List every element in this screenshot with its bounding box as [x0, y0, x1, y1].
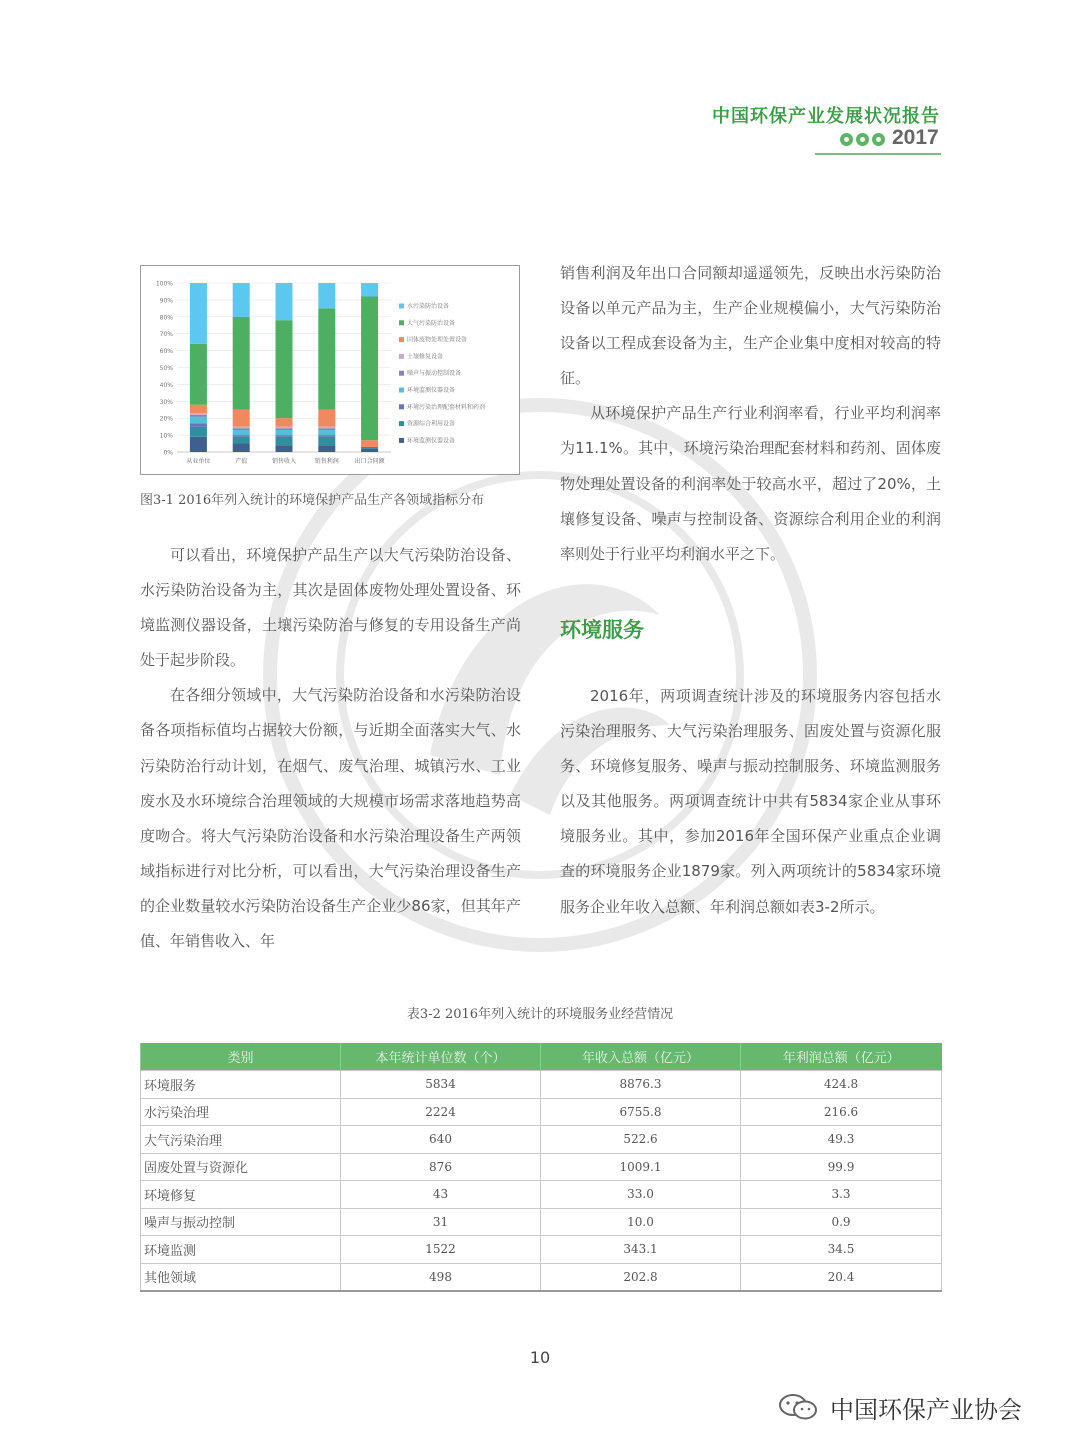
- table-row: [141, 1181, 942, 1209]
- figure-caption: 图3-1 2016年列入统计的环境保护产品生产各领域指标分布: [140, 493, 485, 508]
- legend-label: 大气污染防治设备: [407, 319, 456, 327]
- bar-segment: [361, 283, 378, 297]
- value-cell: 10.0: [541, 1208, 741, 1236]
- value-cell: 6755.8: [541, 1098, 741, 1126]
- bar-segment: [233, 444, 250, 452]
- legend-swatch: [399, 421, 404, 426]
- column-header: 本年统计单位数（个）: [341, 1043, 541, 1071]
- bar-segment: [318, 308, 335, 409]
- bar-segment: [276, 283, 293, 320]
- bar-segment: [190, 427, 207, 437]
- value-cell: 202.8: [541, 1263, 741, 1291]
- category-cell: 固废处置与资源化: [141, 1153, 341, 1181]
- bar-segment: [233, 410, 250, 427]
- value-cell: 31: [341, 1208, 541, 1236]
- legend-label: 资源综合利用设备: [407, 420, 456, 428]
- bar-segment: [190, 437, 207, 452]
- bar-segment: [190, 423, 207, 426]
- value-cell: 33.0: [541, 1181, 741, 1209]
- bar-segment: [190, 344, 207, 405]
- bar-segment: [361, 297, 378, 441]
- section-heading: 环境服务: [560, 618, 644, 642]
- bar-segment: [276, 435, 293, 437]
- legend-swatch: [399, 354, 404, 359]
- bar-segment: [190, 405, 207, 413]
- bar-segment: [190, 415, 207, 417]
- value-cell: 2224: [341, 1098, 541, 1126]
- value-cell: 1009.1: [541, 1153, 741, 1181]
- value-cell: 216.6: [741, 1098, 942, 1126]
- legend-label: 环境污染治理配套材料和药剂: [407, 403, 486, 411]
- legend-swatch: [399, 337, 404, 342]
- category-cell: 其他领域: [141, 1263, 341, 1291]
- bar-segment: [233, 430, 250, 435]
- legend-swatch: [399, 371, 404, 376]
- y-tick-label: 50%: [159, 365, 173, 372]
- paragraph: 在各细分领域中，大气污染防治设备和水污染防治设备各项指标值均占据较大份额，与近期全面落实大气、水污染防治行动计划，在烟气、废气治理、城镇污水、工业废水及水环境综合治理领域的大规模市场需求落地趋势高度吻合。将大气污染防治设备和水污染治理设备生产两领域指标进行对比分析，可以看出，大气污染治理设备生产的企业数量较水污染防治设备生产企业少86家，但其年产值、年销售收入、年: [140, 686, 521, 951]
- bar-segment: [318, 427, 335, 429]
- y-tick-label: 40%: [159, 381, 173, 389]
- x-tick-label: 产值: [235, 458, 248, 465]
- value-cell: 3.3: [741, 1181, 942, 1209]
- bar-segment: [276, 428, 293, 430]
- value-cell: 640: [341, 1126, 541, 1154]
- category-cell: 环境监测: [141, 1236, 341, 1264]
- value-cell: 49.3: [741, 1126, 942, 1154]
- y-tick-label: 30%: [159, 398, 173, 406]
- chart-frame: [140, 265, 520, 475]
- legend-swatch: [399, 388, 404, 393]
- legend-label: 水污染防治设备: [407, 303, 450, 310]
- header-rule: [815, 153, 941, 155]
- value-cell: 424.8: [741, 1071, 942, 1099]
- bar-segment: [233, 428, 250, 430]
- x-tick-label: 出口合同额: [354, 458, 385, 465]
- right-column-text: [560, 256, 941, 572]
- y-tick-label: 80%: [159, 314, 173, 322]
- bar-segment: [361, 447, 378, 449]
- bar-segment: [190, 417, 207, 424]
- bar-segment: [361, 440, 378, 447]
- service-table: [140, 1043, 942, 1292]
- bar-segment: [190, 413, 207, 415]
- bar-segment: [361, 449, 378, 452]
- y-tick-label: 10%: [159, 432, 173, 440]
- legend-label: 土壤修复设备: [407, 353, 444, 361]
- paragraph: 销售利润及年出口合同额却遥遥领先，反映出水污染防治设备以单元产品为主，生产企业规模偏小，大气污染防治设备以工程成套设备为主，生产企业集中度相对较高的特征。: [560, 264, 941, 388]
- y-tick-label: 20%: [159, 415, 173, 423]
- bar-segment: [233, 437, 250, 444]
- x-tick-label: 销售收入: [271, 458, 297, 465]
- stacked-bar-chart: [141, 266, 519, 474]
- brand-name: 中国环保产业协会: [830, 1396, 1022, 1424]
- wechat-icon: [778, 1394, 818, 1420]
- paragraph: 可以看出，环境保护产品生产以大气污染防治设备、水污染防治设备为主，其次是固体废物处理处置设备、环境监测仪器设备，土壤污染防治与修复的专用设备生产尚处于起步阶段。: [140, 546, 521, 670]
- x-tick-label: 从业单位: [186, 458, 211, 465]
- table-row: [141, 1071, 942, 1099]
- category-cell: 水污染治理: [141, 1098, 341, 1126]
- report-year: 2017: [892, 126, 939, 149]
- category-cell: 噪声与振动控制: [141, 1208, 341, 1236]
- bar-segment: [276, 320, 293, 418]
- y-tick-label: 60%: [159, 348, 173, 356]
- value-cell: 34.5: [741, 1236, 942, 1264]
- table-row: [141, 1153, 942, 1181]
- category-cell: 环境服务: [141, 1071, 341, 1099]
- value-cell: 5834: [341, 1071, 541, 1099]
- legend-label: 环境监测仪器设备: [407, 437, 456, 445]
- bar-segment: [318, 437, 335, 445]
- y-tick-label: 100%: [155, 280, 173, 288]
- legend-swatch: [399, 404, 404, 409]
- legend-label: 噪声与振动控制设备: [407, 370, 462, 378]
- value-cell: 99.9: [741, 1153, 942, 1181]
- table-row: [141, 1098, 942, 1126]
- table-caption: 表3-2 2016年列入统计的环境服务业经营情况: [406, 1007, 674, 1022]
- bar-segment: [318, 445, 335, 452]
- bar-segment: [276, 418, 293, 426]
- y-tick-label: 90%: [159, 297, 173, 305]
- bar-segment: [190, 283, 207, 344]
- bar-segment: [233, 427, 250, 429]
- bar-segment: [233, 435, 250, 437]
- value-cell: 498: [341, 1263, 541, 1291]
- bar-segment: [318, 410, 335, 427]
- value-cell: 0.9: [741, 1208, 942, 1236]
- bar-segment: [318, 430, 335, 435]
- category-cell: 环境修复: [141, 1181, 341, 1209]
- legend-swatch: [399, 320, 404, 325]
- bar-segment: [318, 283, 335, 308]
- column-header: 年收入总额（亿元）: [541, 1043, 741, 1071]
- report-title: 中国环保产业发展状况报告: [712, 106, 940, 127]
- header-dots-icon: [840, 133, 890, 147]
- legend-swatch: [399, 304, 404, 309]
- bar-segment: [318, 428, 335, 430]
- table-header-row: [141, 1043, 942, 1071]
- value-cell: 1522: [341, 1236, 541, 1264]
- value-cell: 43: [341, 1181, 541, 1209]
- column-header: 类别: [141, 1043, 341, 1071]
- bar-segment: [276, 437, 293, 445]
- x-tick-label: 销售利润: [314, 458, 339, 465]
- category-cell: 大气污染治理: [141, 1126, 341, 1154]
- bar-segment: [276, 445, 293, 452]
- table-row: [141, 1208, 942, 1236]
- value-cell: 522.6: [541, 1126, 741, 1154]
- table-row: [141, 1236, 942, 1264]
- bar-segment: [233, 283, 250, 317]
- bar-segment: [276, 427, 293, 429]
- y-tick-label: 0%: [163, 449, 173, 457]
- value-cell: 8876.3: [541, 1071, 741, 1099]
- table-row: [141, 1263, 942, 1291]
- bar-segment: [318, 435, 335, 437]
- y-tick-label: 70%: [159, 331, 173, 339]
- bar-segment: [233, 317, 250, 410]
- value-cell: 20.4: [741, 1263, 942, 1291]
- value-cell: 343.1: [541, 1236, 741, 1264]
- bar-segment: [276, 430, 293, 435]
- left-column-text: [140, 538, 521, 959]
- right-column-text-2: [560, 679, 941, 925]
- legend-label: 固体废物处理处置设备: [407, 336, 468, 344]
- legend-swatch: [399, 438, 404, 443]
- table-row: [141, 1126, 942, 1154]
- page-number: 10: [529, 1348, 551, 1367]
- paragraph: 2016年，两项调查统计涉及的环境服务内容包括水污染治理服务、大气污染治理服务、固废处置与资源化服务、环境修复服务、噪声与振动控制服务、环境监测服务以及其他服务。两项调查统计中共有5834家企业从事环境服务业。其中，参加2016年全国环保产业重点企业调查的环境服务企业1879家。列入两项统计的5834家环境服务企业年收入总额、年利润总额如表3-2所示。: [560, 687, 941, 916]
- legend-label: 环境监测仪器设备: [407, 387, 456, 394]
- paragraph: 从环境保护产品生产行业利润率看，行业平均利润率为11.1%。其中，环境污染治理配套材料和药剂、固体废物处理处置设备的利润率处于较高水平，超过了20%，土壤修复设备、噪声与控制设备、资源综合利用企业的利润率则处于行业平均利润水平之下。: [560, 404, 941, 563]
- column-header: 年利润总额（亿元）: [741, 1043, 942, 1071]
- value-cell: 876: [341, 1153, 541, 1181]
